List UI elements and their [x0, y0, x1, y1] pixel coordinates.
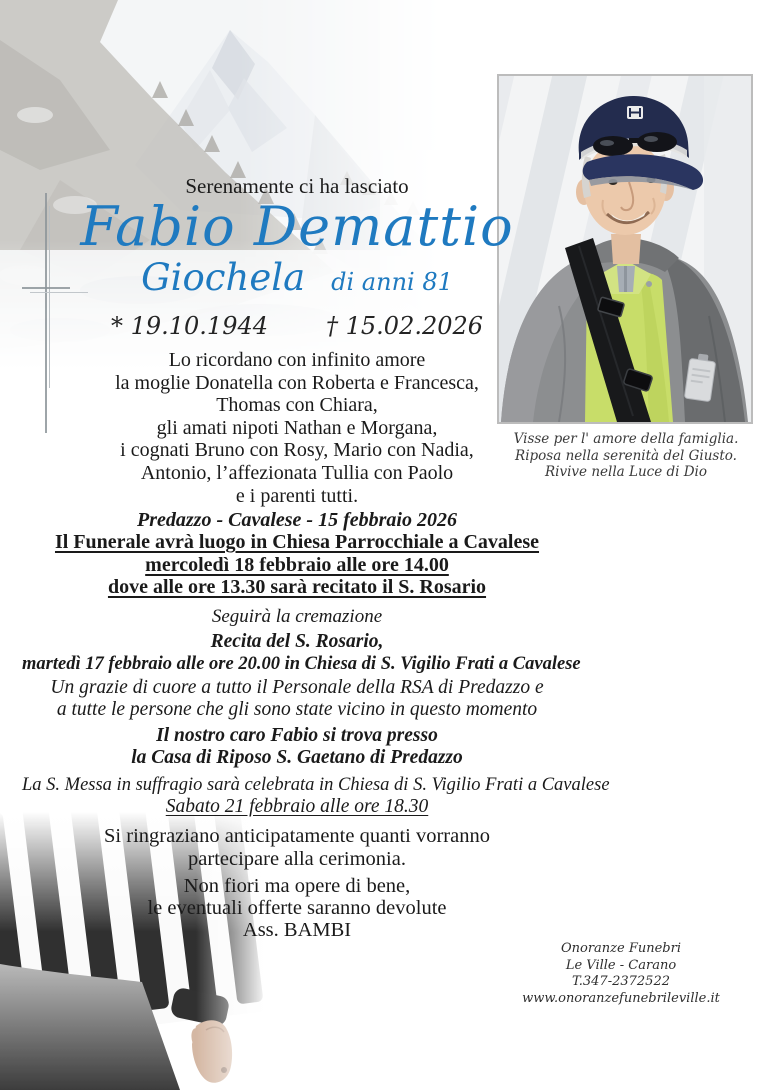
family-line: Thomas con Chiara,	[216, 394, 378, 417]
family-line: Lo ricordano con infinito amore	[168, 349, 426, 371]
age-label: di anni 81	[331, 268, 453, 296]
caption-line: Visse per l' amore della famiglia.	[513, 431, 739, 447]
residence-line: Il nostro caro Fabio si trova presso	[156, 724, 438, 746]
funeral-home-location: Le Ville - Carano	[565, 957, 677, 973]
acknowledgement-line: Si ringraziano anticipatamente quanti vorranno	[104, 824, 490, 847]
funeral-home-block	[521, 941, 721, 1007]
cremation-line: Seguirà la cremazione	[211, 605, 383, 627]
rosary-detail-line: martedì 17 febbraio alle ore 20.00 in Chiesa di S. Vigilio Frati a Cavalese	[22, 653, 581, 674]
mass-date-line: Sabato 21 febbraio alle ore 18.30	[165, 795, 429, 817]
funeral-announcement-line: Il Funerale avrà luogo in Chiesa Parrocchiale a Cavalese	[54, 531, 540, 554]
funeral-announcement-line: dove alle ore 13.30 sarà recitato il S. Rosario	[107, 576, 487, 599]
family-line: e i parenti tutti.	[235, 484, 359, 507]
residence-line: la Casa di Riposo S. Gaetano di Predazzo	[131, 746, 463, 768]
donation-line: le eventuali offerte saranno devolute	[147, 897, 447, 920]
family-line: Antonio, l’affezionata Tullia con Paolo	[140, 461, 454, 484]
birth-date: * 19.10.1944	[110, 312, 268, 340]
family-line: la moglie Donatella con Roberta e Francesca,	[115, 371, 479, 394]
family-line: i cognati Bruno con Rosy, Mario con Nadia,	[120, 439, 474, 462]
nickname-row	[22, 256, 572, 307]
thanks-line: a tutte le persone che gli sono state vicino in questo momento	[56, 698, 538, 720]
caption-line: Riposa nella serenità del Giusto.	[515, 447, 737, 464]
funeral-announcement-line: mercoledì 18 febbraio alle ore 14.00	[145, 553, 449, 576]
association-line: Ass. BAMBI	[242, 919, 352, 942]
funeral-home-phone: T.347-2372522	[572, 974, 670, 989]
acknowledgement-line: partecipare alla cerimonia.	[188, 847, 406, 870]
announcement-column	[22, 174, 610, 942]
funeral-home-name: Onoranze Funebri	[560, 941, 682, 956]
death-date: † 15.02.2026	[326, 312, 484, 340]
rosary-title-line: Recita del S. Rosario,	[210, 630, 384, 652]
nickname: Giochela	[141, 256, 306, 299]
caption-line: Rivive nella Luce di Dio	[544, 464, 707, 480]
mass-line: La S. Messa in suffragio sarà celebrata in Chiesa di S. Vigilio Frati a Cavalese	[22, 774, 610, 795]
place-date-line: Predazzo - Cavalese - 15 febbraio 2026	[137, 509, 457, 532]
funeral-home-website: www.onoranzefunebrileville.it	[522, 990, 720, 1006]
family-line: gli amati nipoti Nathan e Morgana,	[156, 416, 438, 439]
intro-line: Serenamente ci ha lasciato	[185, 174, 409, 198]
life-dates	[22, 311, 572, 341]
donation-line: Non fiori ma opere di bene,	[183, 875, 411, 898]
thanks-line: Un grazie di cuore a tutto il Personale della RSA di Predazzo e	[50, 676, 544, 698]
deceased-name: Fabio Demattio	[80, 195, 514, 258]
